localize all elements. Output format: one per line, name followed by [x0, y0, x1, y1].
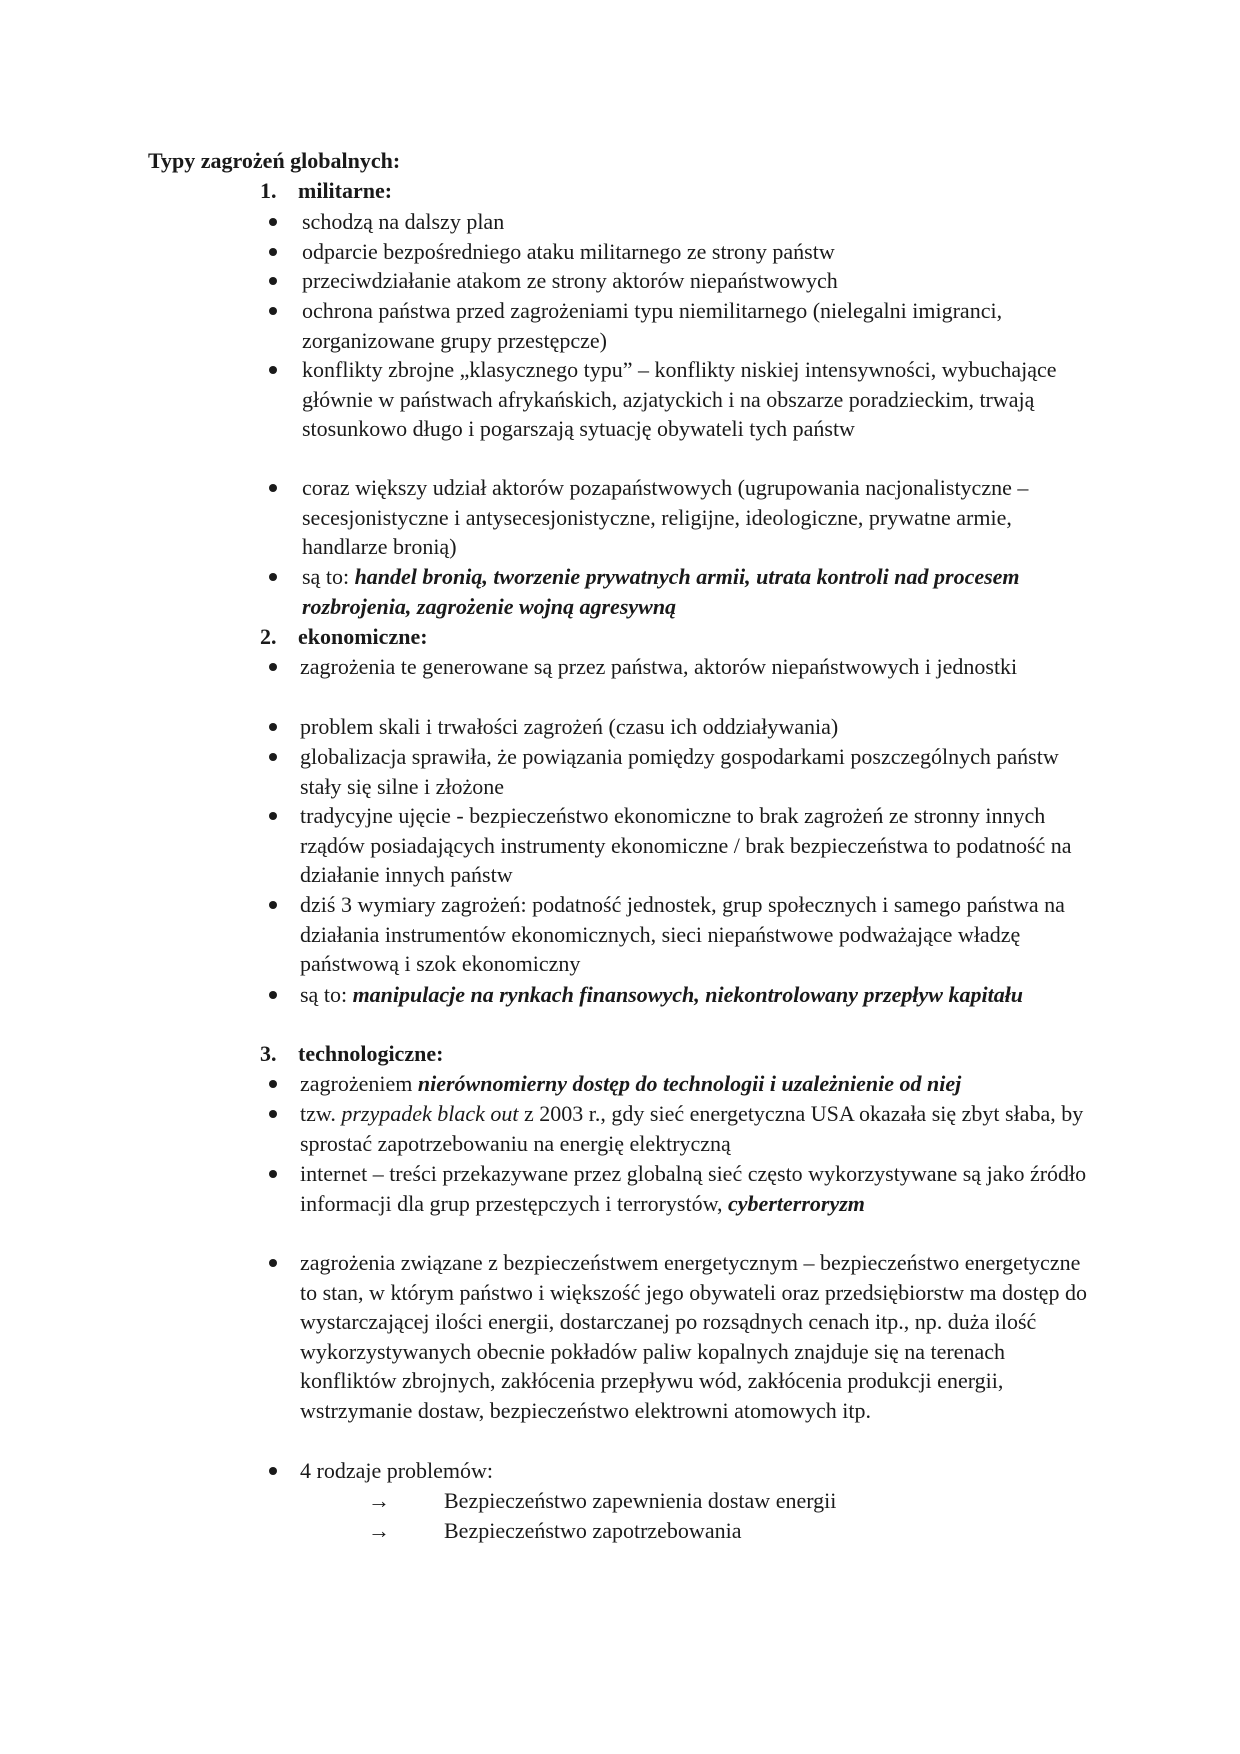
sub-list-item: → Bezpieczeństwo zapewnienia dostaw energii [368, 1486, 836, 1516]
section-heading-ekonomiczne [260, 622, 428, 652]
list-item: internet – treści przekazywane przez globalną sieć często wykorzystywane są jako źródło informacji dla grup przestępczych i terrorystów, cyberterroryzm [300, 1159, 1098, 1218]
list-item: zagrożeniem nierównomierny dostęp do technologii i uzależnienie od niej [300, 1069, 1098, 1099]
section-title: technologiczne: [298, 1041, 444, 1066]
list-item: problem skali i trwałości zagrożeń (czasu ich oddziaływania) [300, 712, 1098, 742]
italic-text: przypadek black out [341, 1101, 519, 1126]
emphasis-text: cyberterroryzm [728, 1190, 865, 1216]
section-heading-militarne [260, 176, 392, 206]
section-number: 3. [260, 1041, 277, 1066]
list-item: zagrożenia te generowane są przez państwa, aktorów niepaństwowych i jednostki [300, 652, 1098, 682]
list-item: tradycyjne ujęcie - bezpieczeństwo ekonomiczne to brak zagrożeń ze stronny innych rządów posiadających instrumenty ekonomiczne / brak bezpieczeństwa to podatność na działanie innych państw [300, 801, 1098, 890]
list-item: odparcie bezpośredniego ataku militarnego ze strony państw [302, 237, 1100, 267]
list-item: zagrożenia związane z bezpieczeństwem energetycznym – bezpieczeństwo energetyczne to stan, w którym państwo i większość jego obywateli oraz przedsiębiorstw ma dostęp do wystarczającej ilości energii, dostarczanej po rozsądnych cenach itp., np. duża ilość wykorzystywanych obecnie pokładów paliw kopalnych znajduje się na terenach konfliktów zbrojnych, zakłócenia przepływu wód, zakłócenia produkcji energii, wstrzymanie dostaw, bezpieczeństwo elektrowni atomowych itp. [300, 1248, 1098, 1425]
list-item: tzw. przypadek black out z 2003 r., gdy sieć energetyczna USA okazała się zbyt słaba, by sprostać zapotrzebowaniu na energię elektryczną [300, 1099, 1098, 1158]
emphasis-text: nierównomierny dostęp do technologii i uzależnienie od niej [417, 1071, 962, 1096]
section-title: ekonomiczne: [298, 624, 428, 649]
list-item: dziś 3 wymiary zagrożeń: podatność jednostek, grup społecznych i samego państwa na działania instrumentów ekonomicznych, sieci niepaństwowe podważające władzę państwową i szok ekonomiczny [300, 890, 1098, 979]
section-heading-technologiczne [260, 1039, 443, 1069]
arrow-right-icon: → [368, 1488, 390, 1513]
section-title: militarne: [298, 178, 393, 203]
list-item: ochrona państwa przed zagrożeniami typu niemilitarnego (nielegalni imigranci, zorganizowane grupy przestępcze) [302, 296, 1100, 355]
section-number: 2. [260, 624, 277, 649]
section-number: 1. [260, 178, 277, 203]
arrow-right-icon: → [368, 1518, 390, 1543]
document-title: Typy zagrożeń globalnych: [148, 148, 401, 173]
list-item: przeciwdziałanie atakom ze strony aktorów niepaństwowych [302, 266, 1100, 296]
list-item: są to: handel bronią, tworzenie prywatnych armii, utrata kontroli nad procesem rozbrojenia, zagrożenie wojną agresywną [302, 562, 1100, 621]
list-item: konflikty zbrojne „klasycznego typu” – konflikty niskiej intensywności, wybuchające głównie w państwach afrykańskich, azjatyckich i na obszarze poradzieckim, trwają stosunkowo długo i pogarszają sytuację obywateli tych państw [302, 355, 1100, 444]
list-item: globalizacja sprawiła, że powiązania pomiędzy gospodarkami poszczególnych państw stały się silne i złożone [300, 742, 1098, 801]
emphasis-text: manipulacje na rynkach finansowych, niekontrolowany przepływ kapitału [352, 982, 1024, 1007]
emphasis-text: handel bronią, tworzenie prywatnych armii, utrata kontroli nad procesem rozbrojenia, zagrożenie wojną agresywną [302, 564, 1020, 619]
list-item: coraz większy udział aktorów pozapaństwowych (ugrupowania nacjonalistyczne – secesjonistyczne i antysecesjonistyczne, religijne, ideologiczne, prywatne armie, handlarze bronią) [302, 473, 1100, 562]
sub-list-item: → Bezpieczeństwo zapotrzebowania [368, 1516, 741, 1546]
list-item: są to: manipulacje na rynkach finansowych, niekontrolowany przepływ kapitału [300, 980, 1098, 1010]
list-item: schodzą na dalszy plan [302, 207, 1100, 237]
list-item: 4 rodzaje problemów: [300, 1456, 1098, 1486]
